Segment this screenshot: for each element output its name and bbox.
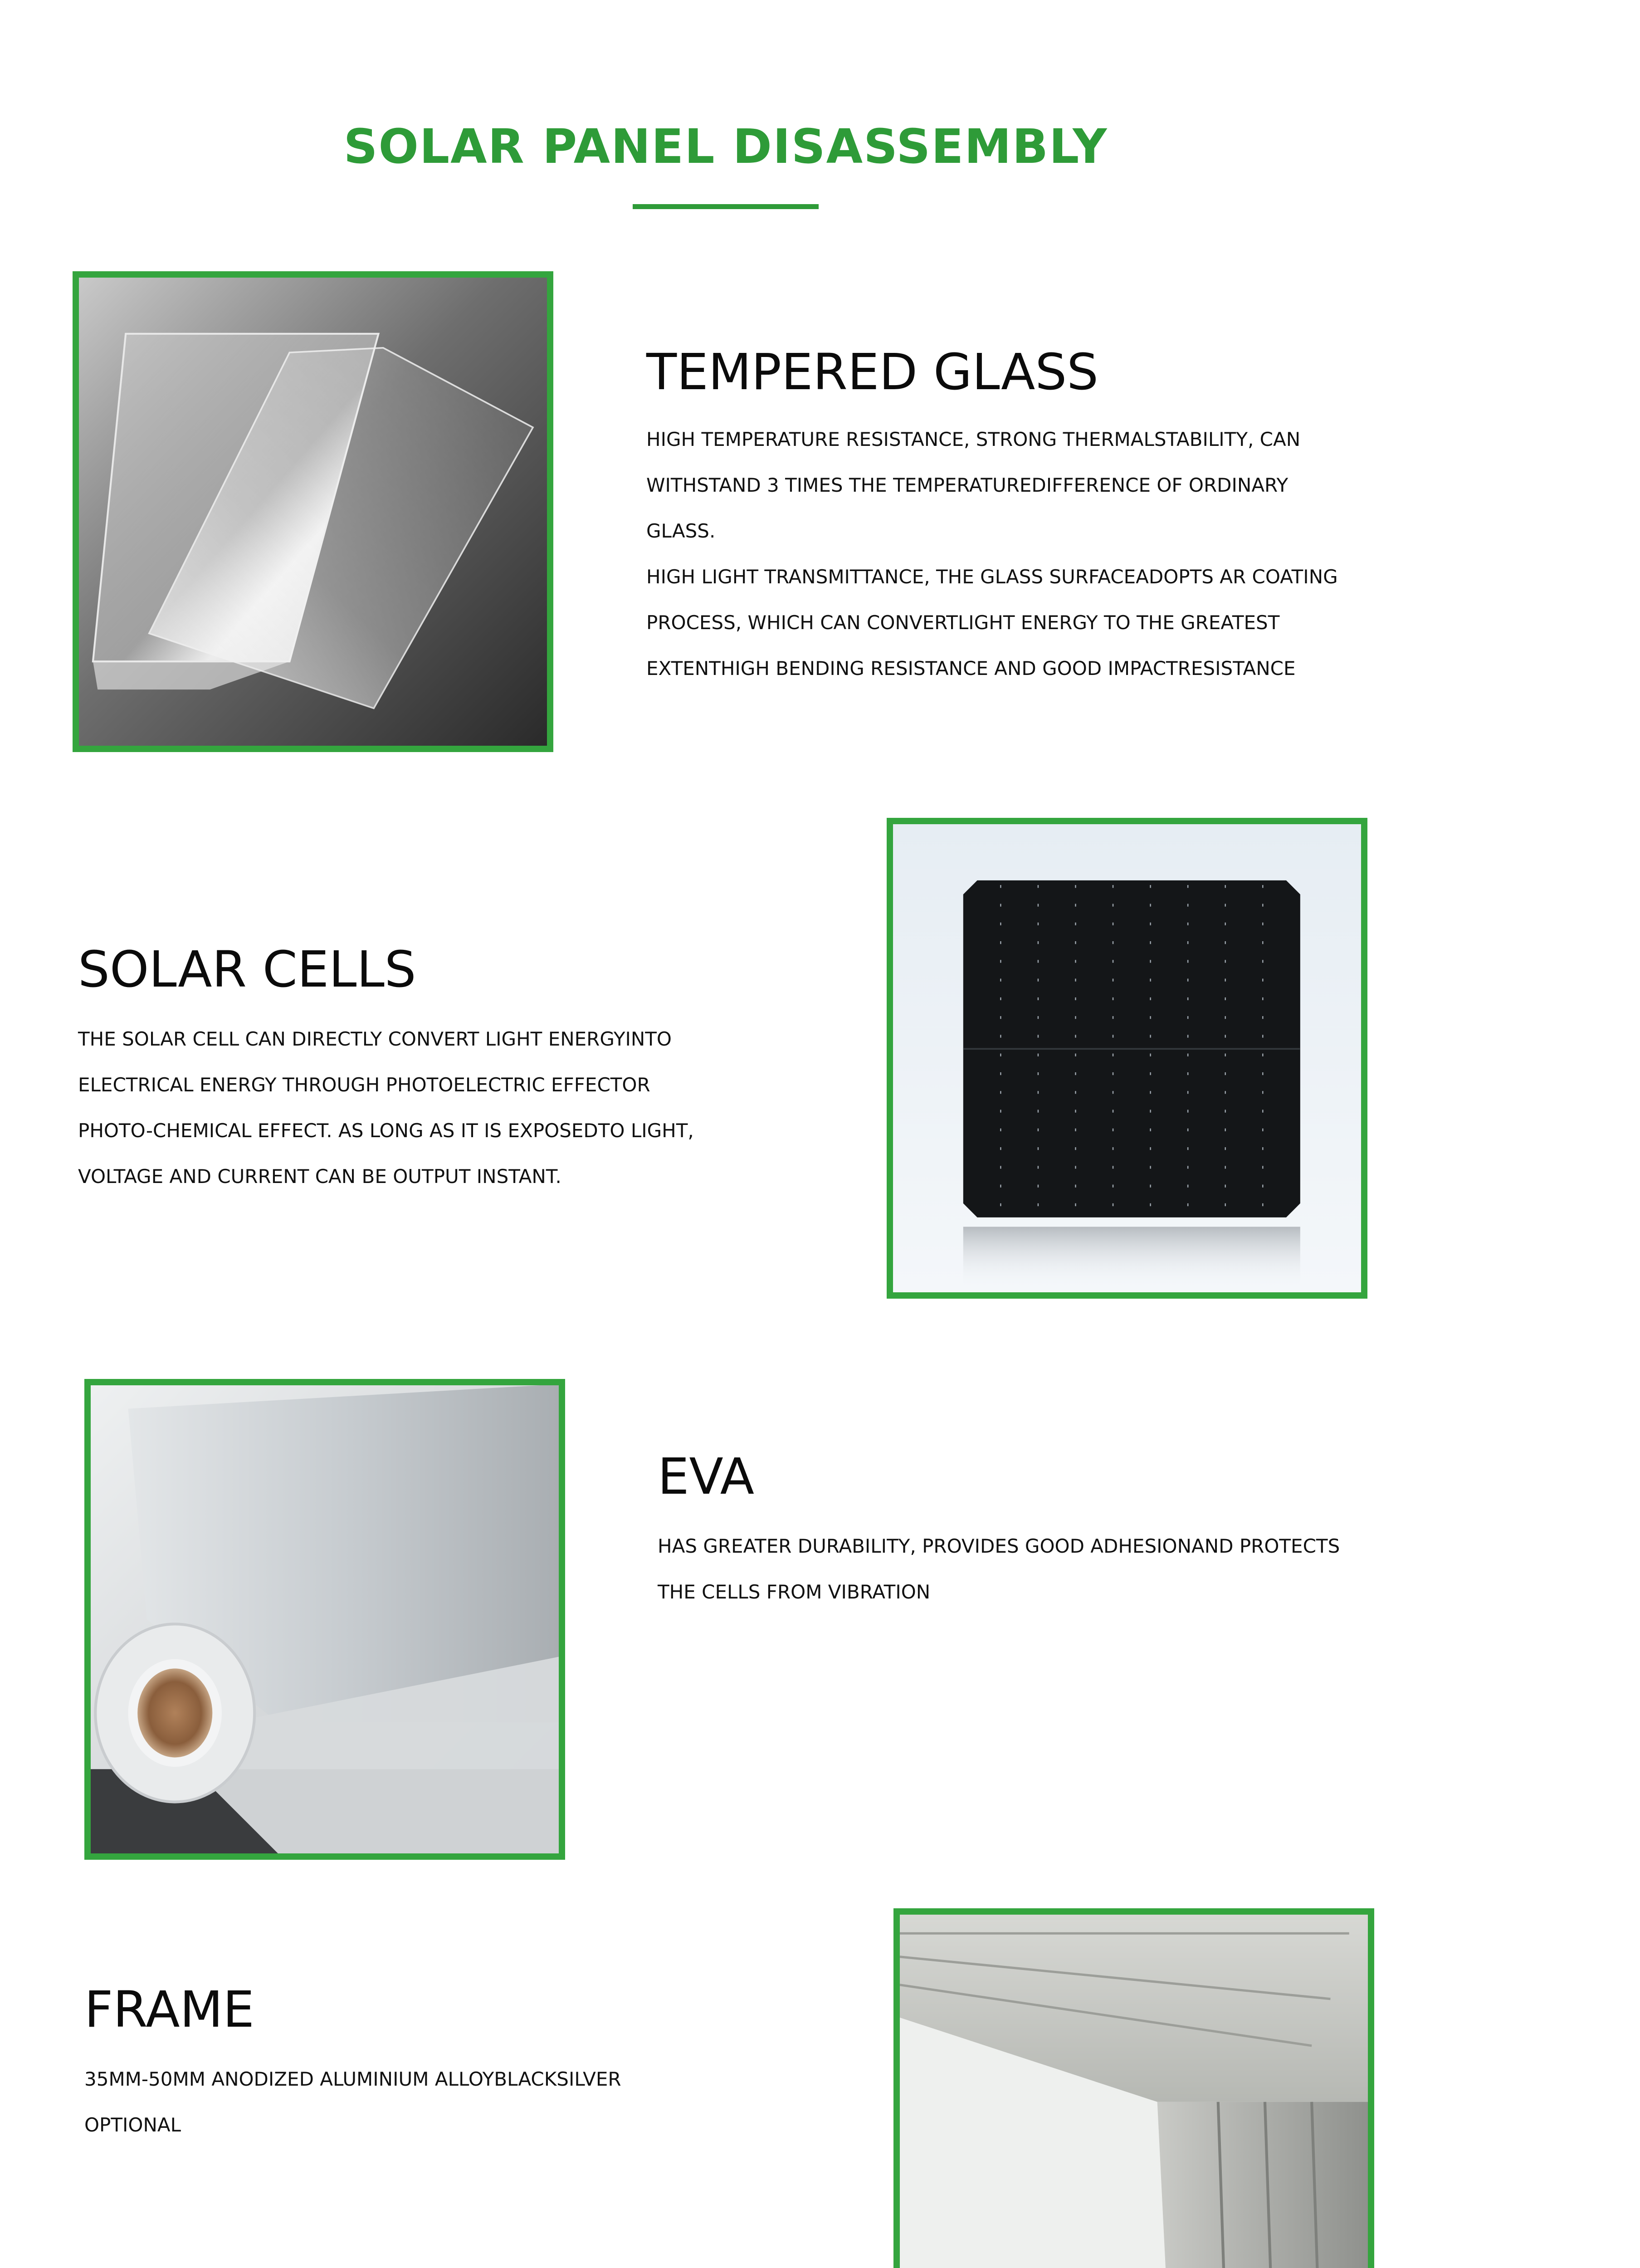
aluminium-frame-illustration xyxy=(900,1915,1368,2268)
solar-cell-illustration xyxy=(893,824,1361,1292)
description-line: 35MM-50MM ANODIZED ALUMINIUM ALLOYBLACKSILVER xyxy=(84,2068,621,2090)
description-line: HIGH TEMPERATURE RESISTANCE, STRONG THERMALSTABILITY, CAN xyxy=(646,428,1301,450)
solar-cells-heading: SOLAR CELLS xyxy=(78,940,416,998)
description-line: EXTENTHIGH BENDING RESISTANCE AND GOOD IMPACTRESISTANCE xyxy=(646,657,1296,679)
description-line: GLASS. xyxy=(646,520,716,542)
eva-description xyxy=(658,1523,1340,1615)
title-underline xyxy=(633,204,819,209)
tempered-glass-illustration xyxy=(79,278,547,746)
eva-film-roll-illustration xyxy=(91,1385,559,1853)
frame-photo xyxy=(893,1908,1374,2268)
solar-cells-description xyxy=(78,1016,694,1199)
description-line: THE CELLS FROM VIBRATION xyxy=(658,1581,931,1603)
frame-description xyxy=(84,2056,621,2148)
tempered-glass-heading: TEMPERED GLASS xyxy=(646,343,1098,401)
tempered-glass-photo xyxy=(73,271,553,752)
frame-heading: FRAME xyxy=(84,1980,254,2038)
eva-photo xyxy=(84,1379,565,1860)
description-line: HAS GREATER DURABILITY, PROVIDES GOOD ADHESIONAND PROTECTS xyxy=(658,1535,1340,1557)
description-line: VOLTAGE AND CURRENT CAN BE OUTPUT INSTANT. xyxy=(78,1165,561,1188)
page-title: SOLAR PANEL DISASSEMBLY xyxy=(343,119,1108,174)
description-line: PHOTO-CHEMICAL EFFECT. AS LONG AS IT IS EXPOSEDTO LIGHT, xyxy=(78,1119,694,1142)
description-line: HIGH LIGHT TRANSMITTANCE, THE GLASS SURFACEADOPTS AR COATING xyxy=(646,566,1338,588)
description-line: THE SOLAR CELL CAN DIRECTLY CONVERT LIGHT ENERGYINTO xyxy=(78,1028,672,1050)
eva-heading: EVA xyxy=(658,1447,754,1505)
description-line: PROCESS, WHICH CAN CONVERTLIGHT ENERGY TO THE GREATEST xyxy=(646,611,1280,634)
description-line: OPTIONAL xyxy=(84,2114,181,2136)
tempered-glass-description xyxy=(646,416,1338,691)
solar-cells-photo xyxy=(887,818,1367,1299)
description-line: WITHSTAND 3 TIMES THE TEMPERATUREDIFFERENCE OF ORDINARY xyxy=(646,474,1289,496)
description-line: ELECTRICAL ENERGY THROUGH PHOTOELECTRIC EFFECTOR xyxy=(78,1074,650,1096)
